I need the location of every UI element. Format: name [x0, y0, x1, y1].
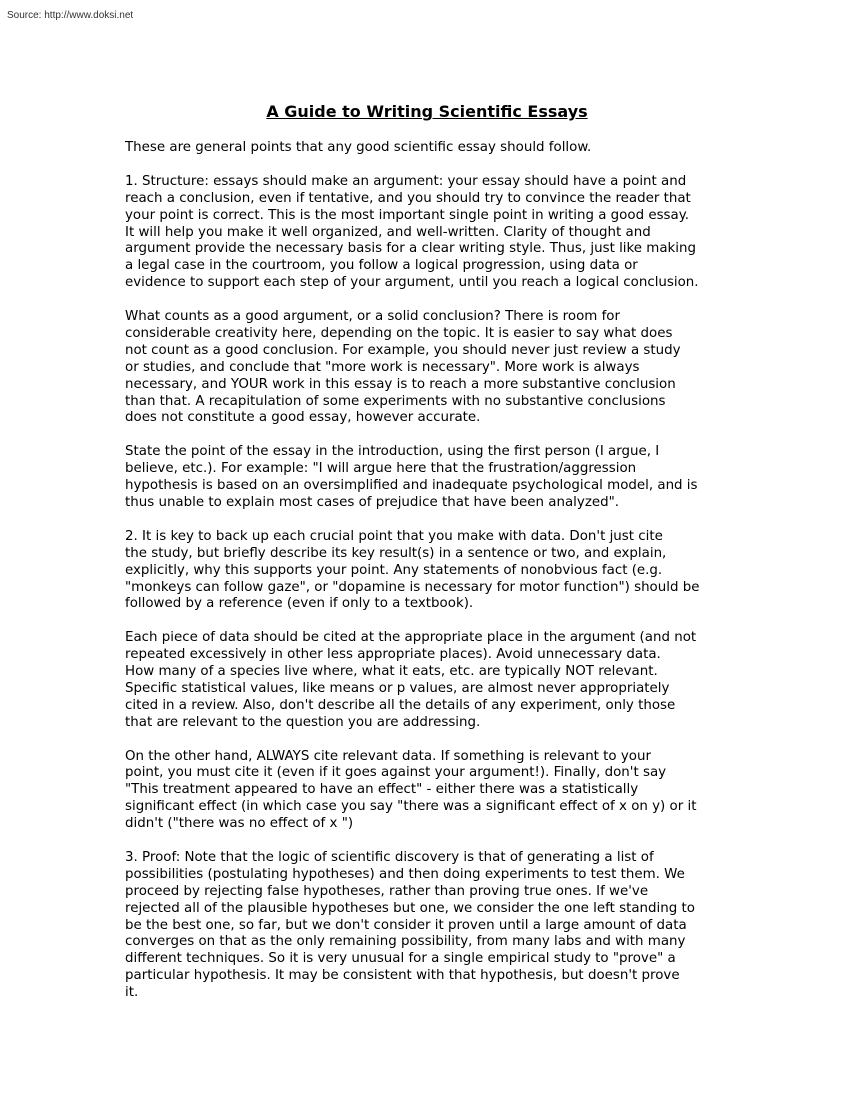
document-page [125, 102, 729, 1019]
paragraph-relevant-data: On the other hand, ALWAYS cite relevant data. If something is relevant to your point, you must cite it (even if it goes against your argument!). Finally, don't say "This treatment appeared to have an effect" - either there was a statistically significant effect (in which case you say "there was a significant effect of x on y) or it didn't ("there was no effect of x ") [125, 748, 697, 832]
paragraph-good-argument: What counts as a good argument, or a solid conclusion? There is room for considerable creativity here, depending on the topic. It is easier to say what does not count as a good conclusion. For example, you should never just review a study or studies, and conclude that "more work is necessary". More work is always necessary, and YOUR work in this essay is to reach a more substantive conclusion than that. A recapitulation of some experiments with no substantive conclusions does not constitute a good essay, however accurate. [125, 309, 681, 426]
document-title: A Guide to Writing Scientific Essays [266, 102, 588, 121]
paragraph-data-backup: 2. It is key to back up each crucial point that you make with data. Don't just cite the study, but briefly describe its key result(s) in a sentence or two, and explain, explicitly, why this supports your point. Any statements of nonobvious fact (e.g. "monkeys can follow gaze", or "dopamine is necessary for motor function") should be followed by a reference (even if only to a textbook). [125, 528, 700, 612]
paragraph-structure: 1. Structure: essays should make an argument: your essay should have a point and reach a conclusion, even if tentative, and you should try to convince the reader that your point is correct. This is the most important single point in writing a good essay. It will help you make it well organized, and well-written. Clarity of thought and argument provide the necessary basis for a clear writing style. Thus, just like making a legal case in the courtroom, you follow a logical progression, using data or evidence to support each step of your argument, until you reach a logical conclusion. [125, 173, 699, 291]
paragraph-intro: These are general points that any good scientific essay should follow. [125, 140, 592, 155]
paragraph-cite-data: Each piece of data should be cited at the appropriate place in the argument (and not repeated excessively in other less appropriate places). Avoid unnecessary data. How many of a species live where, what it eats, etc. are typically NOT relevant. Specific statistical values, like means or p values, are almost never appropriately cited in a review. Also, don't describe all the details of any experiment, only those that are relevant to the question you are addressing. [125, 630, 697, 730]
source-url: Source: http://www.doksi.net [7, 10, 134, 21]
paragraph-state-point: State the point of the essay in the introduction, using the first person (I argue, I believe, etc.). For example: "I will argue here that the frustration/aggression hypothesis is based on an oversimplified and inadequate psychological model, and is thus unable to explain most cases of prejudice that have been analyzed". [125, 444, 698, 510]
paragraph-proof: 3. Proof: Note that the logic of scientific discovery is that of generating a list of possibilities (postulating hypotheses) and then doing experiments to test them. We proceed by rejecting false hypotheses, rather than proving true ones. If we've rejected all of the plausible hypotheses but one, we consider the one left standing to be the best one, so far, but we don't consider it proven until a large amount of data converges on that as the only remaining possibility, from many labs and with many different techniques. So it is very unusual for a single empirical study to "prove" a particular hypothesis. It may be consistent with that hypothesis, but doesn't prove it. [125, 849, 695, 1001]
